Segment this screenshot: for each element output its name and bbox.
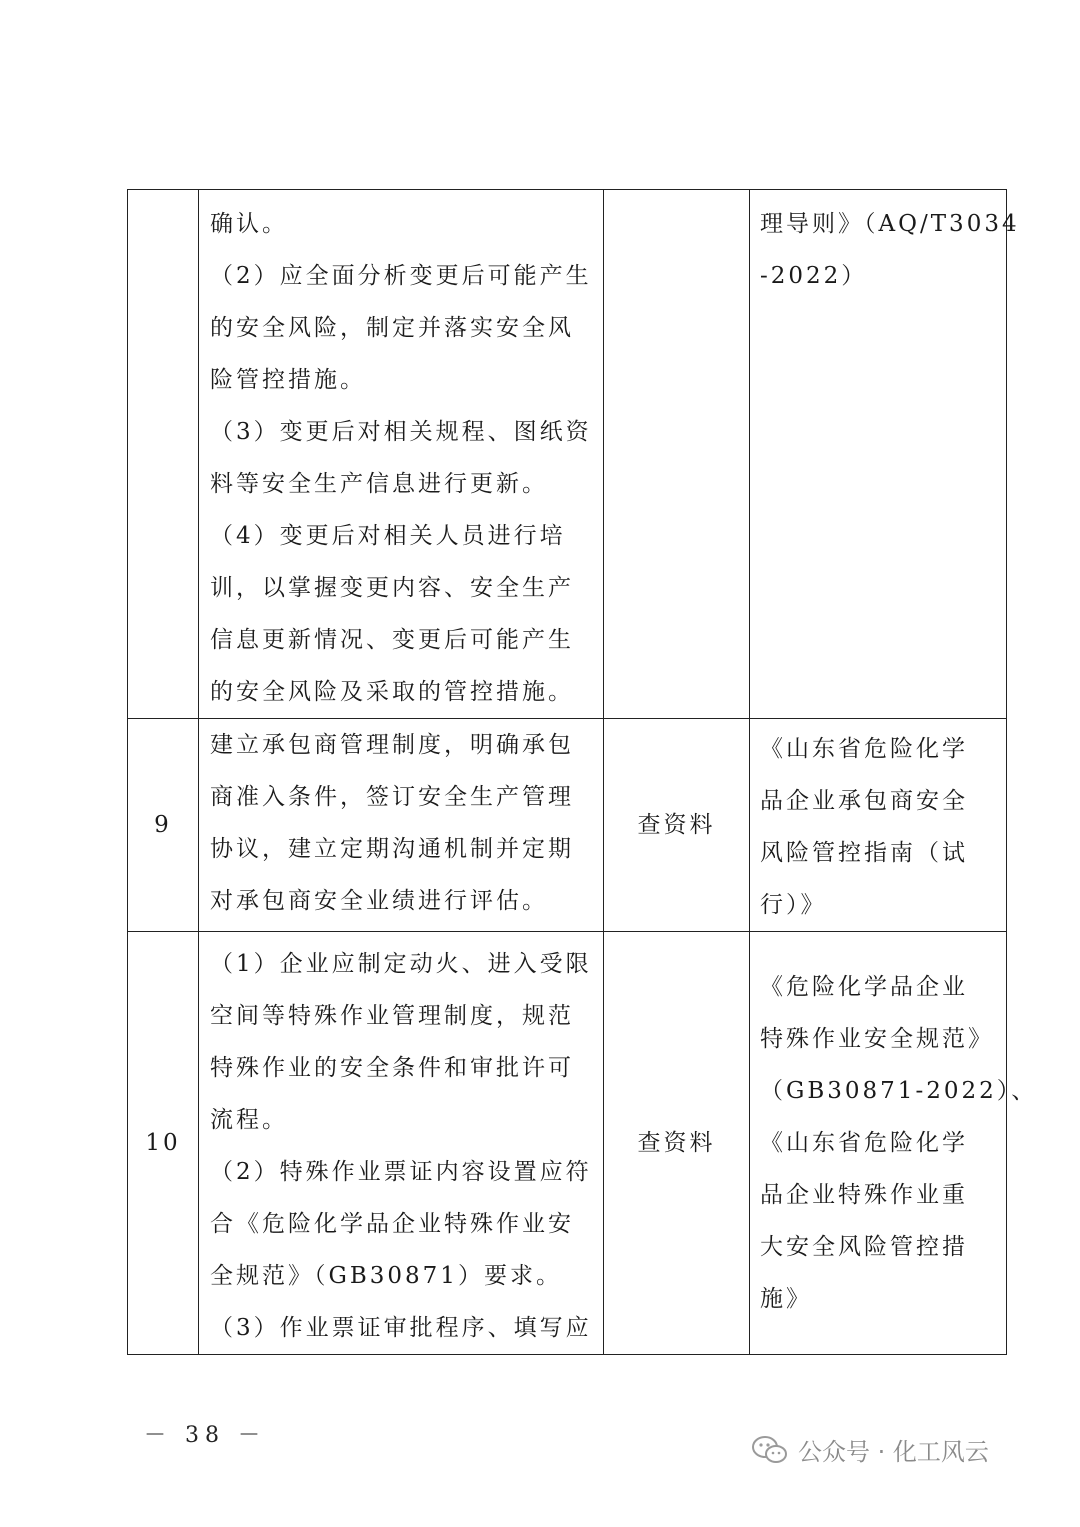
content-line: 商准入条件，签订安全生产管理 [210,784,574,810]
row-content [199,932,604,1355]
basis-line: 品企业承包商安全 [760,788,968,814]
content-line: （3）变更后对相关规程、图纸资 [210,419,592,445]
content-line: 协议，建立定期沟通机制并定期 [210,836,574,862]
row-number [128,190,199,719]
basis-line: 《危险化学品企业 [760,974,968,1000]
content-line: 的安全风险，制定并落实安全风 [210,315,574,341]
content-line: （3）作业票证审批程序、填写应 [210,1315,592,1341]
basis-line: -2022） [760,263,868,289]
table-row [128,932,1007,1355]
content-line: 特殊作业的安全条件和审批许可 [210,1055,574,1081]
row-number: 9 [128,719,199,932]
row-basis [750,190,1020,719]
row-basis [750,719,1007,932]
content-line: 训，以掌握变更内容、安全生产 [210,575,574,601]
content-line: 合《危险化学品企业特殊作业安 [210,1211,574,1237]
wechat-icon [752,1435,788,1465]
content-line: 确认。 [210,211,288,237]
table-row [128,190,1007,719]
row-basis [750,932,1038,1355]
content-line: （2）应全面分析变更后可能产生 [210,263,592,289]
content-line: （1）企业应制定动火、进入受限 [210,951,592,977]
basis-line: 《山东省危险化学 [760,736,968,762]
content-line: 的安全风险及采取的管控措施。 [210,679,574,705]
content-line: （2）特殊作业票证内容设置应符 [210,1159,592,1185]
row-content [199,719,604,932]
row-method [604,190,750,719]
content-line: 全规范》（GB30871）要求。 [210,1263,562,1289]
content-line: 建立承包商管理制度，明确承包 [210,732,574,758]
content-line: 险管控措施。 [210,367,366,393]
basis-line: 理导则》（AQ/T3034 [760,211,1020,237]
basis-line: 《山东省危险化学 [760,1130,968,1156]
basis-line: 特殊作业安全规范》 [760,1026,994,1052]
row-content [199,190,604,719]
table-row [128,719,1007,932]
content-line: 信息更新情况、变更后可能产生 [210,627,574,653]
basis-line: （GB30871-2022）、 [760,1078,1038,1104]
page-number: － 38 － [144,1423,266,1448]
content-line: （4）变更后对相关人员进行培 [210,523,566,549]
watermark-text: 公众号 · 化工风云 [798,1438,989,1466]
content-line: 对承包商安全业绩进行评估。 [210,888,548,914]
row-number: 10 [128,932,199,1355]
watermark [752,1432,989,1467]
basis-line: 品企业特殊作业重 [760,1182,968,1208]
basis-line: 行）》 [760,892,827,918]
standards-table [127,189,1038,1355]
row-method: 查资料 [604,932,750,1355]
content-line: 空间等特殊作业管理制度，规范 [210,1003,574,1029]
content-line: 料等安全生产信息进行更新。 [210,471,548,497]
content-line: 流程。 [210,1107,288,1133]
row-method: 查资料 [604,719,750,932]
basis-line: 施》 [760,1286,812,1312]
basis-line: 风险管控指南（试 [760,840,968,866]
basis-line: 大安全风险管控措 [760,1234,968,1260]
